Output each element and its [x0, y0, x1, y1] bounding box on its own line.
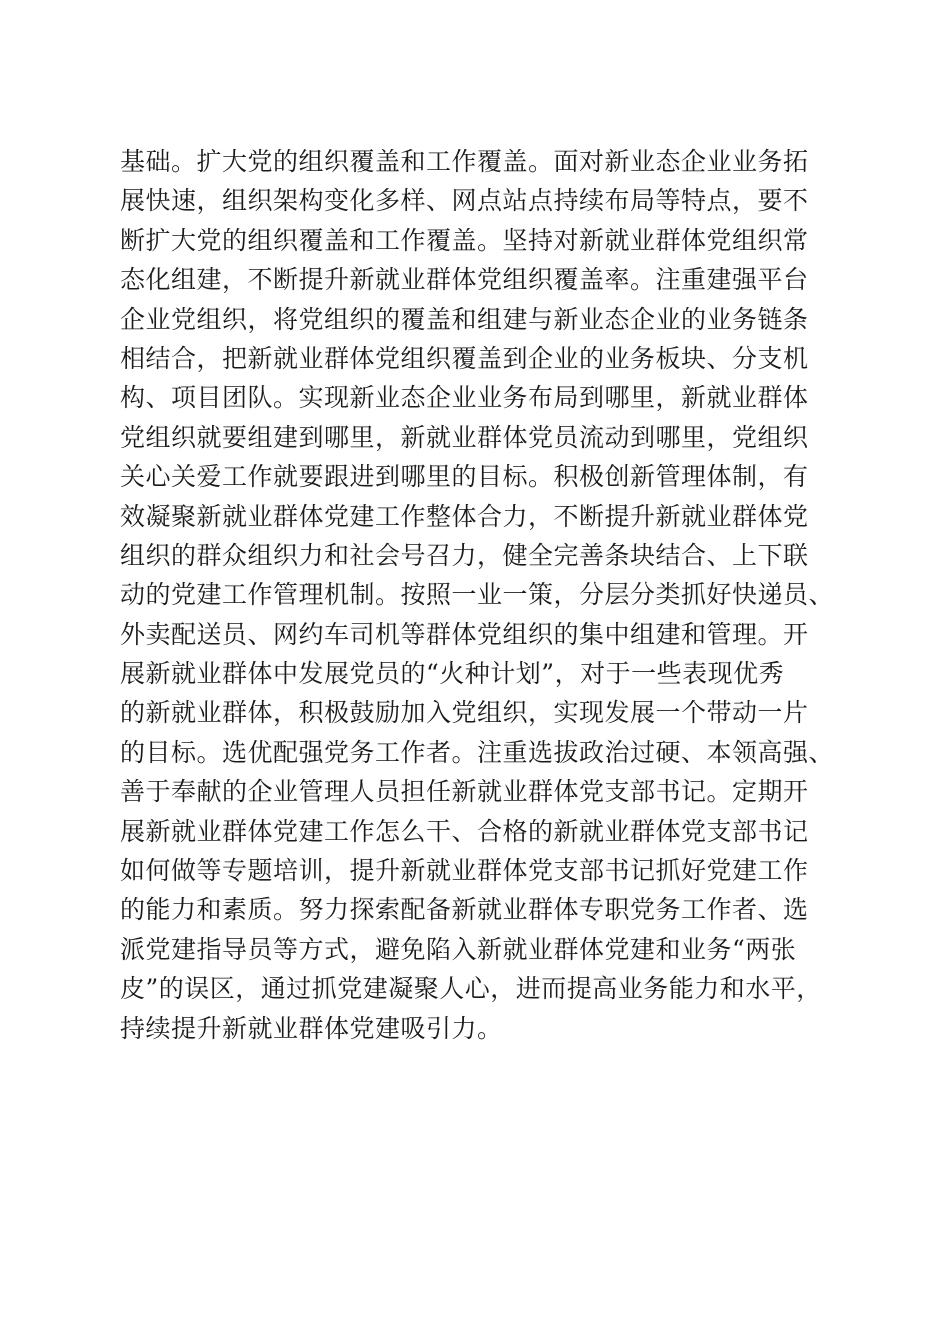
text-line: 皮”的误区，通过抓党建凝聚人心，进而提高业务能力和水平， [120, 974, 822, 1004]
text-line: 关心关爱工作就要跟进到哪里的目标。积极创新管理体制，有 [120, 462, 809, 492]
text-line: 的目标。选优配强党务工作者。注重选拔政治过硬、本领高强、 [120, 737, 835, 767]
text-line: 党组织就要组建到哪里，新就业群体党员流动到哪里，党组织 [120, 422, 809, 452]
text-line: 善于奉献的企业管理人员担任新就业群体党支部书记。定期开 [120, 777, 809, 807]
text-line: 态化组建，不断提升新就业群体党组织覆盖率。注重建强平台 [120, 265, 809, 295]
text-line: 展快速，组织架构变化多样、网点站点持续布局等特点，要不 [120, 186, 809, 216]
text-line: 组织的群众组织力和社会号召力，健全完善条块结合、上下联 [120, 540, 809, 570]
text-line: 展新就业群体中发展党员的“火种计划”，对于一些表现优秀 [120, 659, 785, 689]
text-line: 展新就业群体党建工作怎么干、合格的新就业群体党支部书记 [120, 816, 809, 846]
text-line: 相结合，把新就业群体党组织覆盖到企业的业务板块、分支机 [120, 343, 809, 373]
text-line: 动的党建工作管理机制。按照一业一策，分层分类抓好快递员、 [120, 580, 835, 610]
text-line: 断扩大党的组织覆盖和工作覆盖。坚持对新就业群体党组织常 [120, 225, 809, 255]
text-line: 构、项目团队。实现新业态企业业务布局到哪里，新就业群体 [120, 383, 809, 413]
text-line: 的新就业群体，积极鼓励加入党组织，实现发展一个带动一片 [120, 698, 809, 728]
text-line: 如何做等专题培训，提升新就业群体党支部书记抓好党建工作 [120, 856, 809, 886]
text-line: 外卖配送员、网约车司机等群体党组织的集中组建和管理。开 [120, 619, 809, 649]
text-line: 的能力和素质。努力探索配备新就业群体专职党务工作者、选 [120, 895, 809, 925]
text-line: 企业党组织，将党组织的覆盖和组建与新业态企业的业务链条 [120, 304, 809, 334]
body-paragraph [120, 142, 840, 1048]
text-line: 效凝聚新就业群体党建工作整体合力，不断提升新就业群体党 [120, 501, 809, 531]
text-line: 基础。扩大党的组织覆盖和工作覆盖。面对新业态企业业务拓 [120, 147, 809, 176]
text-line: 持续提升新就业群体党建吸引力。 [120, 1013, 503, 1043]
text-line: 派党建指导员等方式，避免陷入新就业群体党建和业务“两张 [120, 934, 797, 964]
